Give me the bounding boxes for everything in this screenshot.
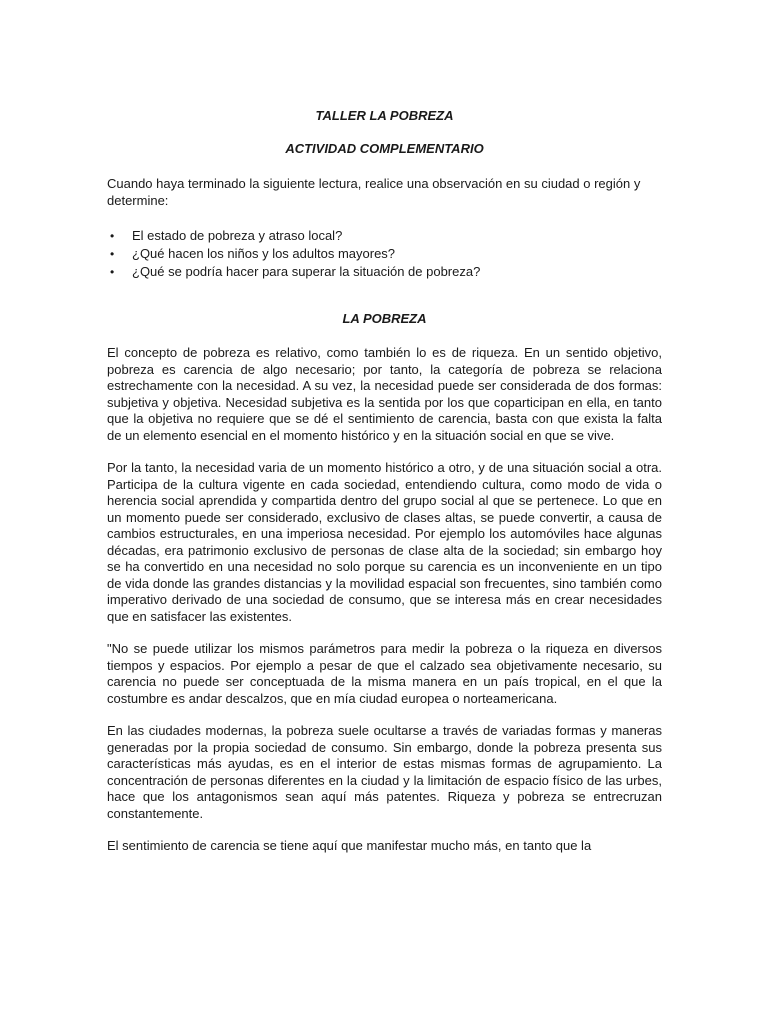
- body-paragraph: Por la tanto, la necesidad varia de un momento histórico a otro, y de una situación social a otra. Participa de la cultura vigente en cada sociedad, entendiendo cultura, como modo de vida o herencia social aprendida y compartida dentro del grupo social al que se pertenece. Lo que en un momento puede ser considerado, exclusivo de clases altas, se puede convertir, a causa de cambios estructurales, en una imperiosa necesidad. Por ejemplo los automóviles hace algunas décadas, era patrimonio exclusivo de personas de clase alta de la sociedad; sin embargo hoy se ha convertido en una necesidad no solo porque su carencia es un inconveniente en un tipo de vida donde las grandes distancias y la movilidad espacial son frecuentes, sino también como imperativo derivado de una sociedad de consumo, que se interesa más en crear necesidades que en satisfacer las existentes.: [107, 460, 662, 624]
- list-item-text: ¿Qué se podría hacer para superar la situación de pobreza?: [132, 264, 481, 279]
- list-item-text: ¿Qué hacen los niños y los adultos mayores?: [132, 246, 396, 261]
- body-paragraph: En las ciudades modernas, la pobreza suele ocultarse a través de variadas formas y maneras generadas por la propia sociedad de consumo. Sin embargo, donde la pobreza presenta sus características más ayudas, es en el interior de estas mismas formas de agrupamiento. La concentración de personas diferentes en la ciudad y la limitación de espacio físico de las urbes, hace que los antagonismos sean aquí más patentes. Riqueza y pobreza se entrecruzan constantemente.: [107, 723, 662, 821]
- document-subtitle: ACTIVIDAD COMPLEMENTARIO: [285, 141, 484, 156]
- bullet-icon: •: [110, 265, 115, 279]
- body-paragraph: El concepto de pobreza es relativo, como también lo es de riqueza. En un sentido objetivo, pobreza es carencia de algo necesario; por tanto, la categoría de pobreza se relaciona estrechamente con la necesidad. A su vez, la necesidad puede ser considerada de dos formas: subjetiva y objetiva. Necesidad subjetiva es la sentida por los que coparticipan en ella, en tanto que la objetiva no requiere que se dé el sentimiento de carencia, basta con que exista la falta de un elemento esencial en el momento histórico y en la situación social en que se vive.: [107, 345, 662, 443]
- document-title: TALLER LA POBREZA: [315, 108, 454, 123]
- document-page: [107, 108, 662, 871]
- question-list: [107, 227, 662, 281]
- intro-paragraph: Cuando haya terminado la siguiente lectura, realice una observación en su ciudad o región y determine:: [107, 176, 641, 208]
- section-heading: LA POBREZA: [342, 311, 427, 326]
- body-paragraph: "No se puede utilizar los mismos parámetros para medir la pobreza o la riqueza en diversos tiempos y espacios. Por ejemplo a pesar de que el calzado sea objetivamente necesario, su carencia no puede ser conceptuada de la misma manera en un país tropical, en el que la costumbre es andar descalzos, que en mía ciudad europea o norteamericana.: [107, 641, 662, 706]
- list-item: [110, 245, 662, 263]
- list-item: [110, 227, 662, 245]
- list-item: [110, 263, 662, 281]
- list-item-text: El estado de pobreza y atraso local?: [132, 228, 343, 243]
- bullet-icon: •: [110, 229, 115, 243]
- bullet-icon: •: [110, 247, 115, 261]
- body-paragraph: El sentimiento de carencia se tiene aquí que manifestar mucho más, en tanto que la: [107, 838, 592, 853]
